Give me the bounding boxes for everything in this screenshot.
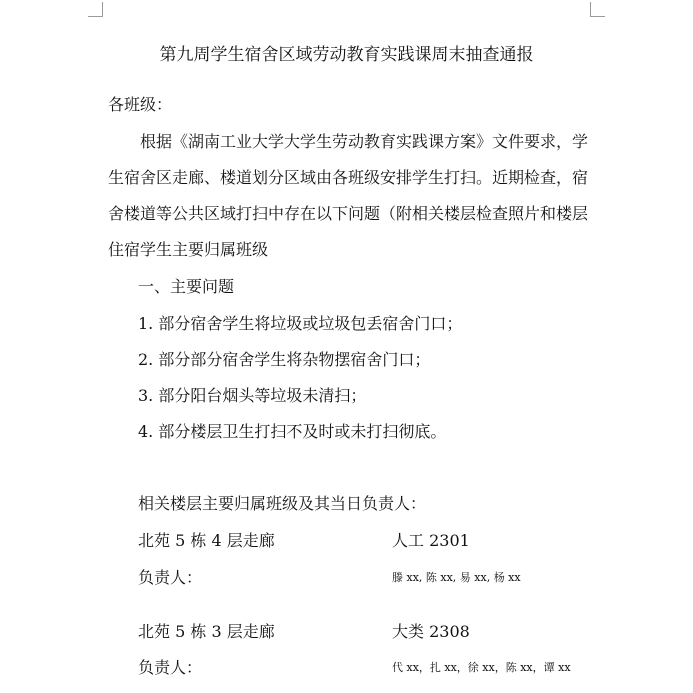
assignment-location: 北苑 5 栋 3 层走廊 (138, 622, 275, 641)
intro-paragraph: 根据《湖南工业大学大学生劳动教育实践课方案》文件要求，学生宿舍区走廊、楼道划分区域由各班级安排学生打扫。近期检查，宿舍楼道等公共区域打扫中存在以下问题（附相关楼层检查照片和楼层住宿学生主要归属班级 (108, 132, 589, 259)
margin-corner-mark-left (88, 2, 103, 17)
margin-corner-mark-right (590, 2, 605, 17)
assignment-heading: 相关楼层主要归属班级及其当日负责人： (138, 494, 427, 513)
salutation: 各班级： (108, 95, 173, 114)
section-heading: 一、主要问题 (138, 277, 235, 296)
leader-label: 负责人： (138, 658, 203, 677)
leader-label: 负责人： (138, 568, 203, 587)
issue-item: 3. 部分阳台烟头等垃圾未清扫； (138, 386, 367, 405)
issue-item: 1. 部分宿舍学生将垃圾或垃圾包丢宿舍门口； (138, 314, 463, 333)
issue-item: 4. 部分楼层卫生打扫不及时或未打扫彻底。 (138, 422, 447, 441)
document-title: 第九周学生宿舍区域劳动教育实践课周末抽查通报 (159, 45, 534, 65)
leader-names: 滕 xx, 陈 xx, 易 xx, 杨 xx (392, 571, 521, 584)
leader-names: 代 xx，扎 xx，徐 xx，陈 xx，谭 xx (392, 661, 571, 674)
assignment-class: 人工 2301 (392, 531, 470, 550)
issue-item: 2. 部分部分宿舍学生将杂物摆宿舍门口； (138, 350, 431, 369)
assignment-class: 大类 2308 (392, 622, 470, 641)
assignment-location: 北苑 5 栋 4 层走廊 (138, 531, 275, 550)
